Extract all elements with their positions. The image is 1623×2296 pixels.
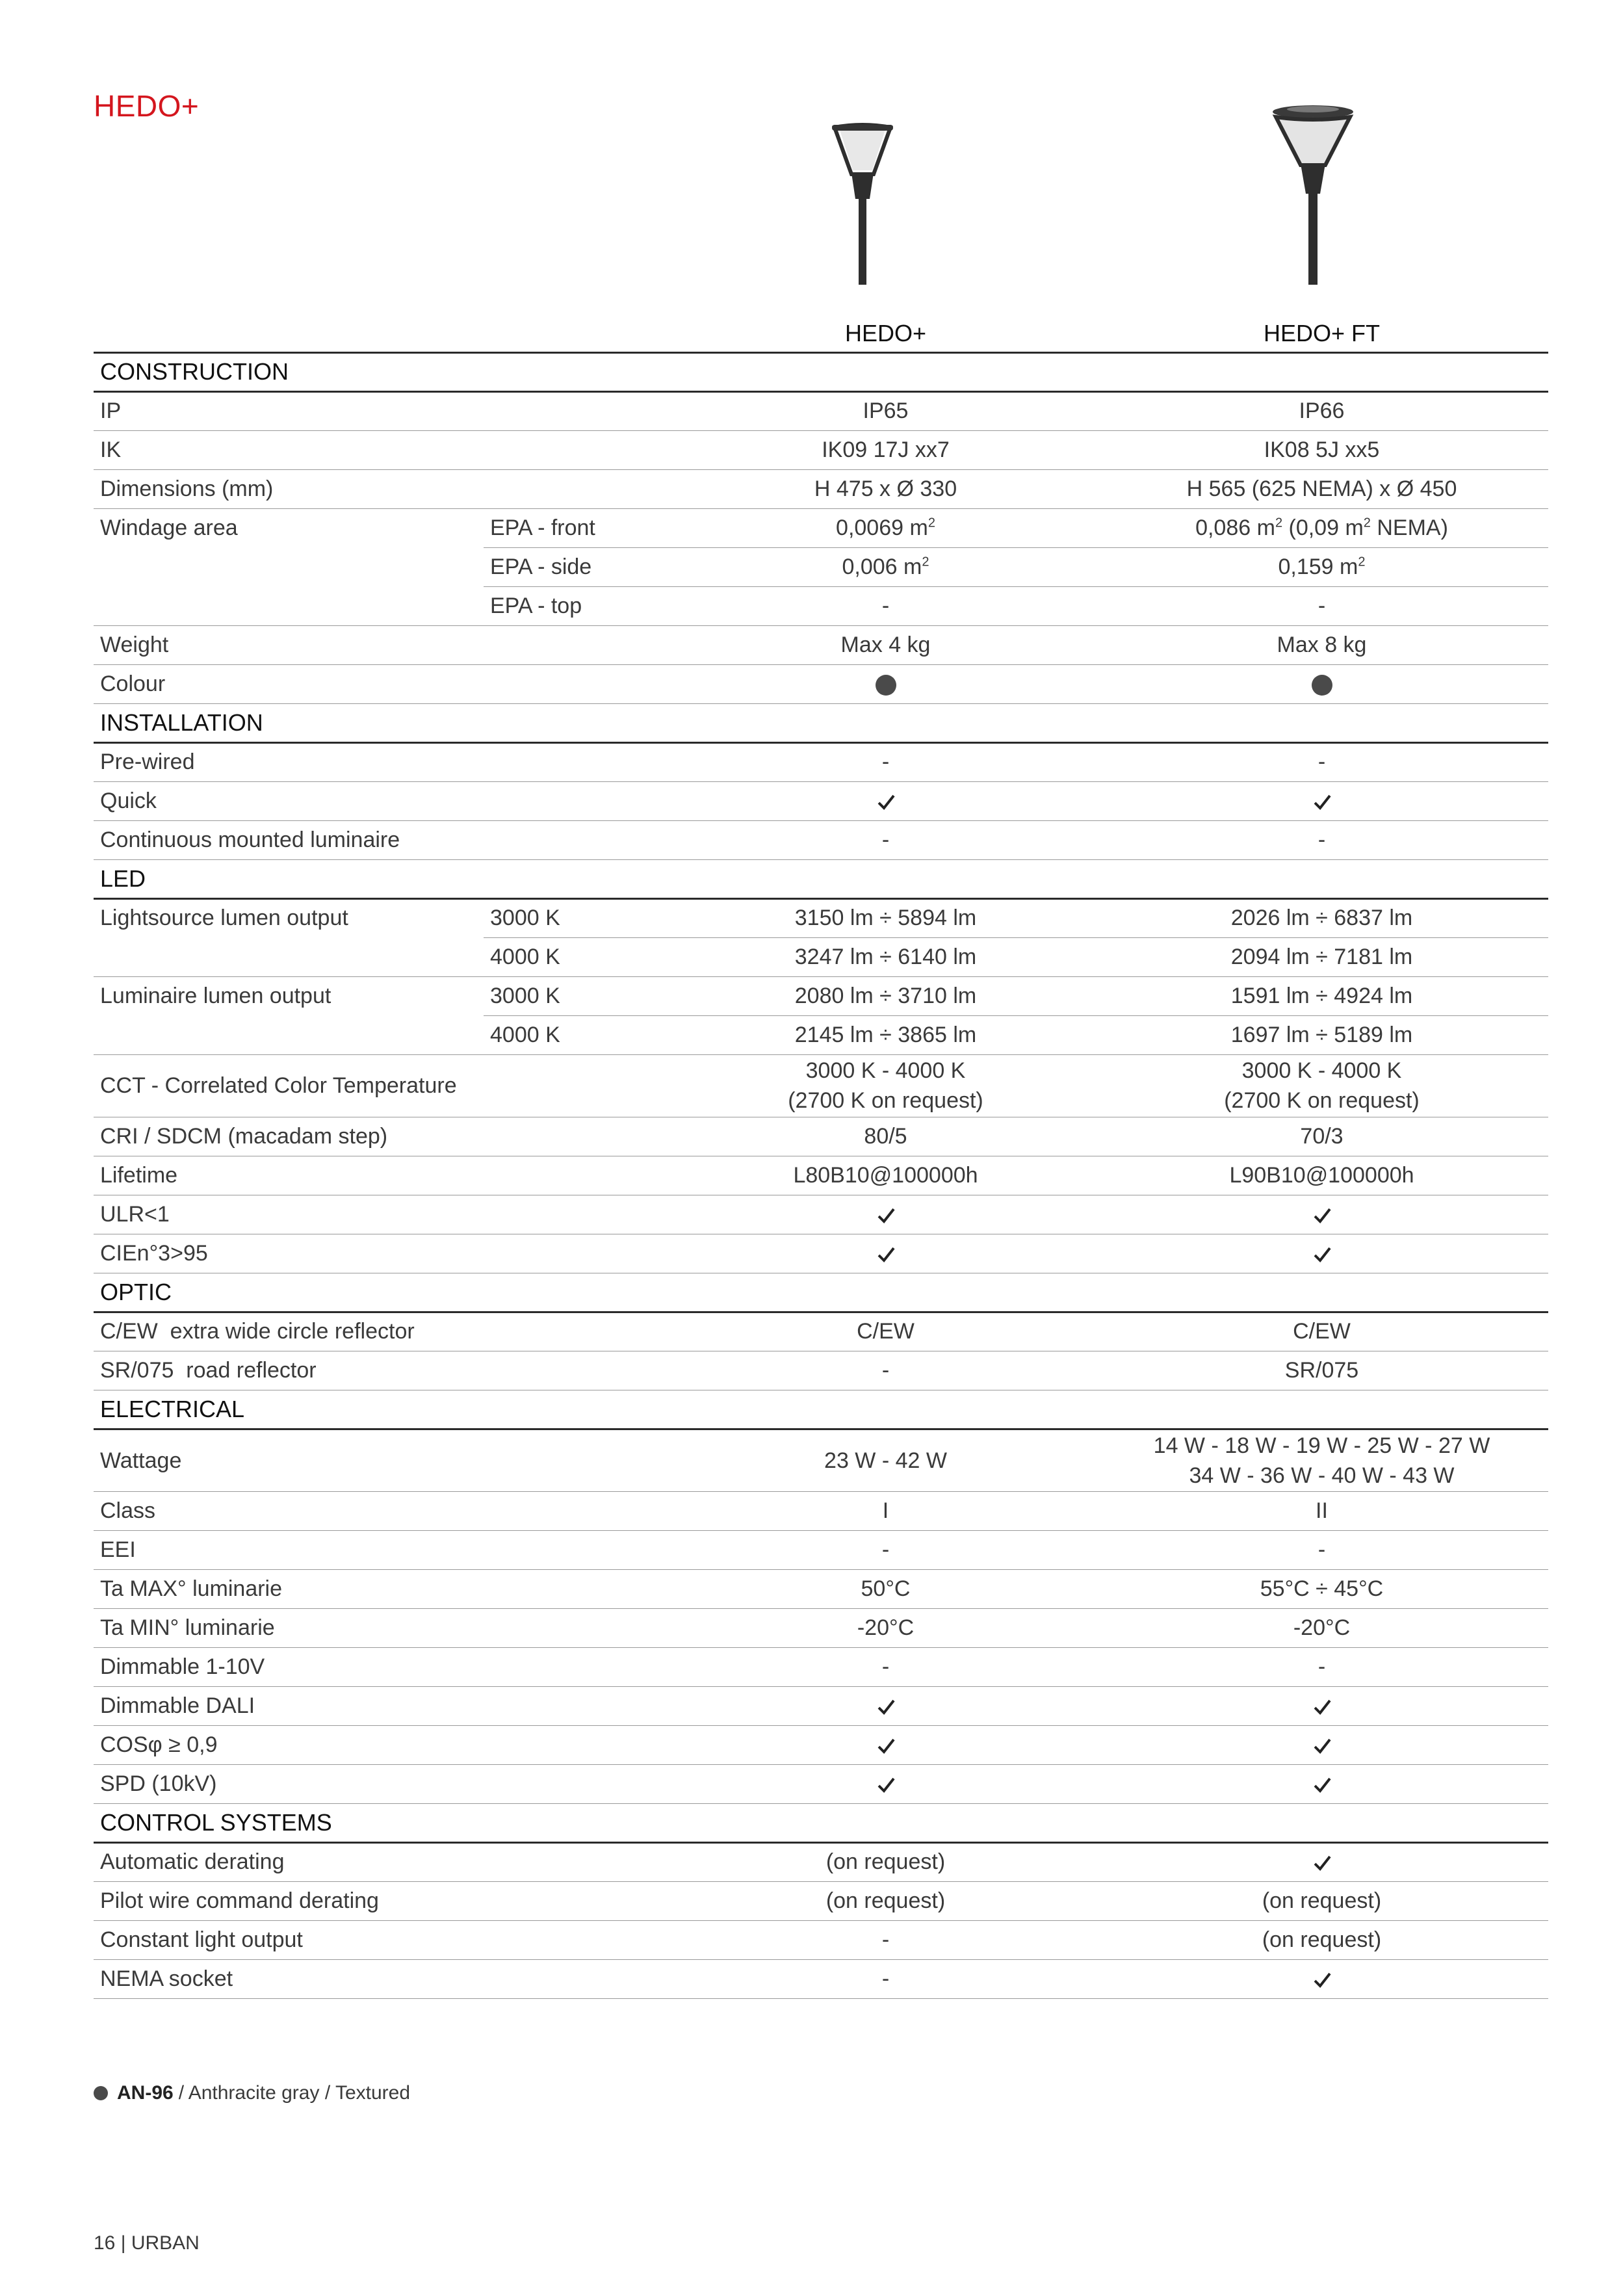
- value-hedo-plus-ft: 55°C ÷ 45°C: [1095, 1569, 1548, 1608]
- row-label: Pre-wired: [94, 742, 484, 781]
- value-hedo-plus: IK09 17J xx7: [676, 430, 1095, 469]
- checkmark-icon: [876, 1245, 896, 1264]
- value-hedo-plus: Max 4 kg: [676, 625, 1095, 664]
- value-hedo-plus: 3150 lm ÷ 5894 lm: [676, 898, 1095, 937]
- row-label: Automatic derating: [94, 1842, 484, 1881]
- value-hedo-plus-ft: 1591 lm ÷ 4924 lm: [1095, 976, 1548, 1015]
- table-row: [94, 1725, 1548, 1764]
- table-row: [94, 976, 1548, 1015]
- colour-swatch-icon: [1312, 675, 1332, 696]
- section-construction: [94, 352, 1548, 391]
- row-label: COSφ ≥ 0,9: [94, 1725, 484, 1764]
- value-hedo-plus: 3000 K - 4000 K (2700 K on request): [676, 1054, 1095, 1117]
- value-hedo-plus: (on request): [676, 1842, 1095, 1881]
- page-title: HEDO+: [94, 89, 200, 123]
- value-hedo-plus: L80B10@100000h: [676, 1156, 1095, 1195]
- value-hedo-plus-ft: Max 8 kg: [1095, 625, 1548, 664]
- value-hedo-plus-ft: -: [1095, 586, 1548, 625]
- value-hedo-plus-ft: C/EW: [1095, 1312, 1548, 1351]
- table-row: [94, 1234, 1548, 1273]
- table-row: [94, 430, 1548, 469]
- checkmark-icon: [876, 1775, 896, 1795]
- value-hedo-plus-ft: -: [1095, 820, 1548, 859]
- row-label: NEMA socket: [94, 1959, 484, 1998]
- checkmark-icon: [1312, 1970, 1332, 1990]
- value-hedo-plus: 23 W - 42 W: [676, 1429, 1095, 1491]
- section-label: INSTALLATION: [94, 703, 1548, 742]
- row-label: Lightsource lumen output: [100, 906, 348, 931]
- table-row: [94, 586, 1548, 625]
- value-hedo-plus: 3247 lm ÷ 6140 lm: [676, 937, 1095, 976]
- value-hedo-plus-ft: -: [1095, 742, 1548, 781]
- row-label: Windage area: [100, 515, 238, 540]
- checkmark-icon: [1312, 792, 1332, 812]
- table-row: [94, 742, 1548, 781]
- table-row: [94, 1351, 1548, 1390]
- value-hedo-plus-ft: IP66: [1095, 391, 1548, 430]
- page-footer: 16 | URBAN: [94, 2232, 200, 2254]
- row-label: SPD (10kV): [94, 1764, 484, 1803]
- checkmark-icon: [876, 1736, 896, 1756]
- table-row: [94, 1959, 1548, 1998]
- table-row: [94, 1117, 1548, 1156]
- section-label: ELECTRICAL: [94, 1390, 1548, 1429]
- row-label: Lifetime: [94, 1156, 484, 1195]
- table-row: [94, 547, 1548, 586]
- row-sublabel: EPA - side: [484, 547, 676, 586]
- table-row: [94, 1156, 1548, 1195]
- value-hedo-plus-ft: SR/075: [1095, 1351, 1548, 1390]
- table-row: [94, 1686, 1548, 1725]
- checkmark-icon: [1312, 1206, 1332, 1225]
- value-hedo-plus-ft: 2026 lm ÷ 6837 lm: [1095, 898, 1548, 937]
- table-row: [94, 391, 1548, 430]
- value-hedo-plus: -: [676, 586, 1095, 625]
- row-label: SR/075 road reflector: [94, 1351, 484, 1390]
- value-hedo-plus-ft: (on request): [1095, 1881, 1548, 1920]
- row-sublabel: 4000 K: [484, 937, 676, 976]
- value-hedo-plus: -: [676, 1920, 1095, 1959]
- value-hedo-plus-ft: -: [1095, 1530, 1548, 1569]
- table-row: [94, 1429, 1548, 1491]
- value-hedo-plus: -: [676, 820, 1095, 859]
- table-row: [94, 469, 1548, 508]
- row-label: Dimensions (mm): [94, 469, 484, 508]
- row-sublabel: 4000 K: [484, 1015, 676, 1054]
- value-hedo-plus: (on request): [676, 1881, 1095, 1920]
- column-header-hedo-plus-ft: HEDO+ FT: [1095, 316, 1548, 352]
- value-hedo-plus: 2080 lm ÷ 3710 lm: [676, 976, 1095, 1015]
- row-label: Dimmable 1-10V: [94, 1647, 484, 1686]
- table-row: [94, 781, 1548, 820]
- value-hedo-plus: -20°C: [676, 1608, 1095, 1647]
- section-label: LED: [94, 859, 1548, 898]
- table-row: [94, 1764, 1548, 1803]
- checkmark-icon: [1312, 1736, 1332, 1756]
- value-hedo-plus-ft: II: [1095, 1491, 1548, 1530]
- row-label: Constant light output: [94, 1920, 484, 1959]
- value-hedo-plus: 0,006 $m^2$: [676, 547, 1095, 586]
- value-hedo-plus: -: [676, 1351, 1095, 1390]
- row-label: EEI: [94, 1530, 484, 1569]
- checkmark-icon: [1312, 1697, 1332, 1717]
- colour-swatch-icon: [94, 2086, 108, 2100]
- column-header-hedo-plus: HEDO+: [676, 316, 1095, 352]
- row-label: Dimmable DALI: [94, 1686, 484, 1725]
- value-hedo-plus-ft: -20°C: [1095, 1608, 1548, 1647]
- section-electrical: [94, 1390, 1548, 1429]
- table-row: [94, 898, 1548, 937]
- table-row: [94, 1530, 1548, 1569]
- table-row: [94, 1647, 1548, 1686]
- table-row: [94, 664, 1548, 703]
- section-control-systems: [94, 1803, 1548, 1842]
- checkmark-icon: [876, 1206, 896, 1225]
- value-hedo-plus: IP65: [676, 391, 1095, 430]
- value-hedo-plus: -: [676, 742, 1095, 781]
- table-header-row: [94, 316, 1548, 352]
- table-row: [94, 1881, 1548, 1920]
- row-label: Class: [94, 1491, 484, 1530]
- row-label: Pilot wire command derating: [94, 1881, 484, 1920]
- value-hedo-plus: 2145 lm ÷ 3865 lm: [676, 1015, 1095, 1054]
- value-hedo-plus: C/EW: [676, 1312, 1095, 1351]
- value-hedo-plus: 0,0069 $m^2$: [676, 508, 1095, 547]
- row-label: Quick: [94, 781, 484, 820]
- row-label: Wattage: [94, 1429, 484, 1491]
- row-label: Ta MIN° luminarie: [94, 1608, 484, 1647]
- value-hedo-plus: 50°C: [676, 1569, 1095, 1608]
- row-sublabel: EPA - front: [484, 508, 676, 547]
- table-row: [94, 820, 1548, 859]
- row-label: Luminaire lumen output: [100, 983, 331, 1008]
- value-hedo-plus: I: [676, 1491, 1095, 1530]
- colour-legend: [94, 2082, 410, 2104]
- row-label: CCT - Correlated Color Temperature: [94, 1054, 484, 1117]
- row-label: CIEn°3>95: [94, 1234, 484, 1273]
- specification-table: [94, 316, 1548, 1999]
- value-hedo-plus-ft: L90B10@100000h: [1095, 1156, 1548, 1195]
- table-row: [94, 1312, 1548, 1351]
- table-row: [94, 508, 1548, 547]
- value-hedo-plus-ft: IK08 5J xx5: [1095, 430, 1548, 469]
- colour-swatch-icon: [876, 675, 896, 696]
- table-row: [94, 1920, 1548, 1959]
- table-row: [94, 1569, 1548, 1608]
- table-row: [94, 1491, 1548, 1530]
- value-hedo-plus-ft: 2094 lm ÷ 7181 lm: [1095, 937, 1548, 976]
- value-hedo-plus: 80/5: [676, 1117, 1095, 1156]
- value-hedo-plus: -: [676, 1530, 1095, 1569]
- value-hedo-plus-ft: 70/3: [1095, 1117, 1548, 1156]
- checkmark-icon: [1312, 1245, 1332, 1264]
- row-label: Weight: [94, 625, 484, 664]
- row-label: IK: [94, 430, 484, 469]
- checkmark-icon: [1312, 1775, 1332, 1795]
- row-label: IP: [94, 391, 484, 430]
- row-label: CRI / SDCM (macadam step): [94, 1117, 484, 1156]
- value-hedo-plus: -: [676, 1647, 1095, 1686]
- section-label: OPTIC: [94, 1273, 1548, 1312]
- value-hedo-plus-ft: (on request): [1095, 1920, 1548, 1959]
- value-hedo-plus-ft: 14 W - 18 W - 19 W - 25 W - 27 W 34 W - 36 W - 40 W - 43 W: [1095, 1429, 1548, 1491]
- table-row: [94, 1054, 1548, 1117]
- row-label: Colour: [94, 664, 484, 703]
- checkmark-icon: [876, 1697, 896, 1717]
- value-hedo-plus-ft: H 565 (625 NEMA) x Ø 450: [1095, 469, 1548, 508]
- table-row: [94, 937, 1548, 976]
- section-installation: [94, 703, 1548, 742]
- table-row: [94, 1842, 1548, 1881]
- value-hedo-plus-ft: 3000 K - 4000 K (2700 K on request): [1095, 1054, 1548, 1117]
- row-label: C/EW extra wide circle reflector: [94, 1312, 484, 1351]
- row-label: ULR<1: [94, 1195, 484, 1234]
- table-row: [94, 1608, 1548, 1647]
- table-row: [94, 625, 1548, 664]
- value-hedo-plus-ft: -: [1095, 1647, 1548, 1686]
- value-hedo-plus-ft: 1697 lm ÷ 5189 lm: [1095, 1015, 1548, 1054]
- section-optic: [94, 1273, 1548, 1312]
- row-sublabel: 3000 K: [484, 976, 676, 1015]
- table-row: [94, 1195, 1548, 1234]
- hedo-plus-ft-lamp-image: [1271, 103, 1355, 285]
- value-hedo-plus: H 475 x Ø 330: [676, 469, 1095, 508]
- checkmark-icon: [876, 792, 896, 812]
- table-row: [94, 1015, 1548, 1054]
- colour-description: / Anthracite gray / Textured: [178, 2082, 411, 2104]
- section-led: [94, 859, 1548, 898]
- row-label: Continuous mounted luminaire: [94, 820, 484, 859]
- row-label: Ta MAX° luminarie: [94, 1569, 484, 1608]
- value-hedo-plus-ft: 0,159 $m^2$: [1095, 547, 1548, 586]
- hedo-plus-lamp-image: [827, 122, 898, 285]
- value-hedo-plus: -: [676, 1959, 1095, 1998]
- section-label: CONTROL SYSTEMS: [94, 1803, 1548, 1842]
- colour-code: AN-96: [117, 2082, 174, 2104]
- section-label: CONSTRUCTION: [94, 352, 1548, 391]
- checkmark-icon: [1312, 1853, 1332, 1873]
- value-hedo-plus-ft: 0,086 $m^2$ (0,09 $m^2$ NEMA): [1095, 508, 1548, 547]
- row-sublabel: 3000 K: [484, 898, 676, 937]
- row-sublabel: EPA - top: [484, 586, 676, 625]
